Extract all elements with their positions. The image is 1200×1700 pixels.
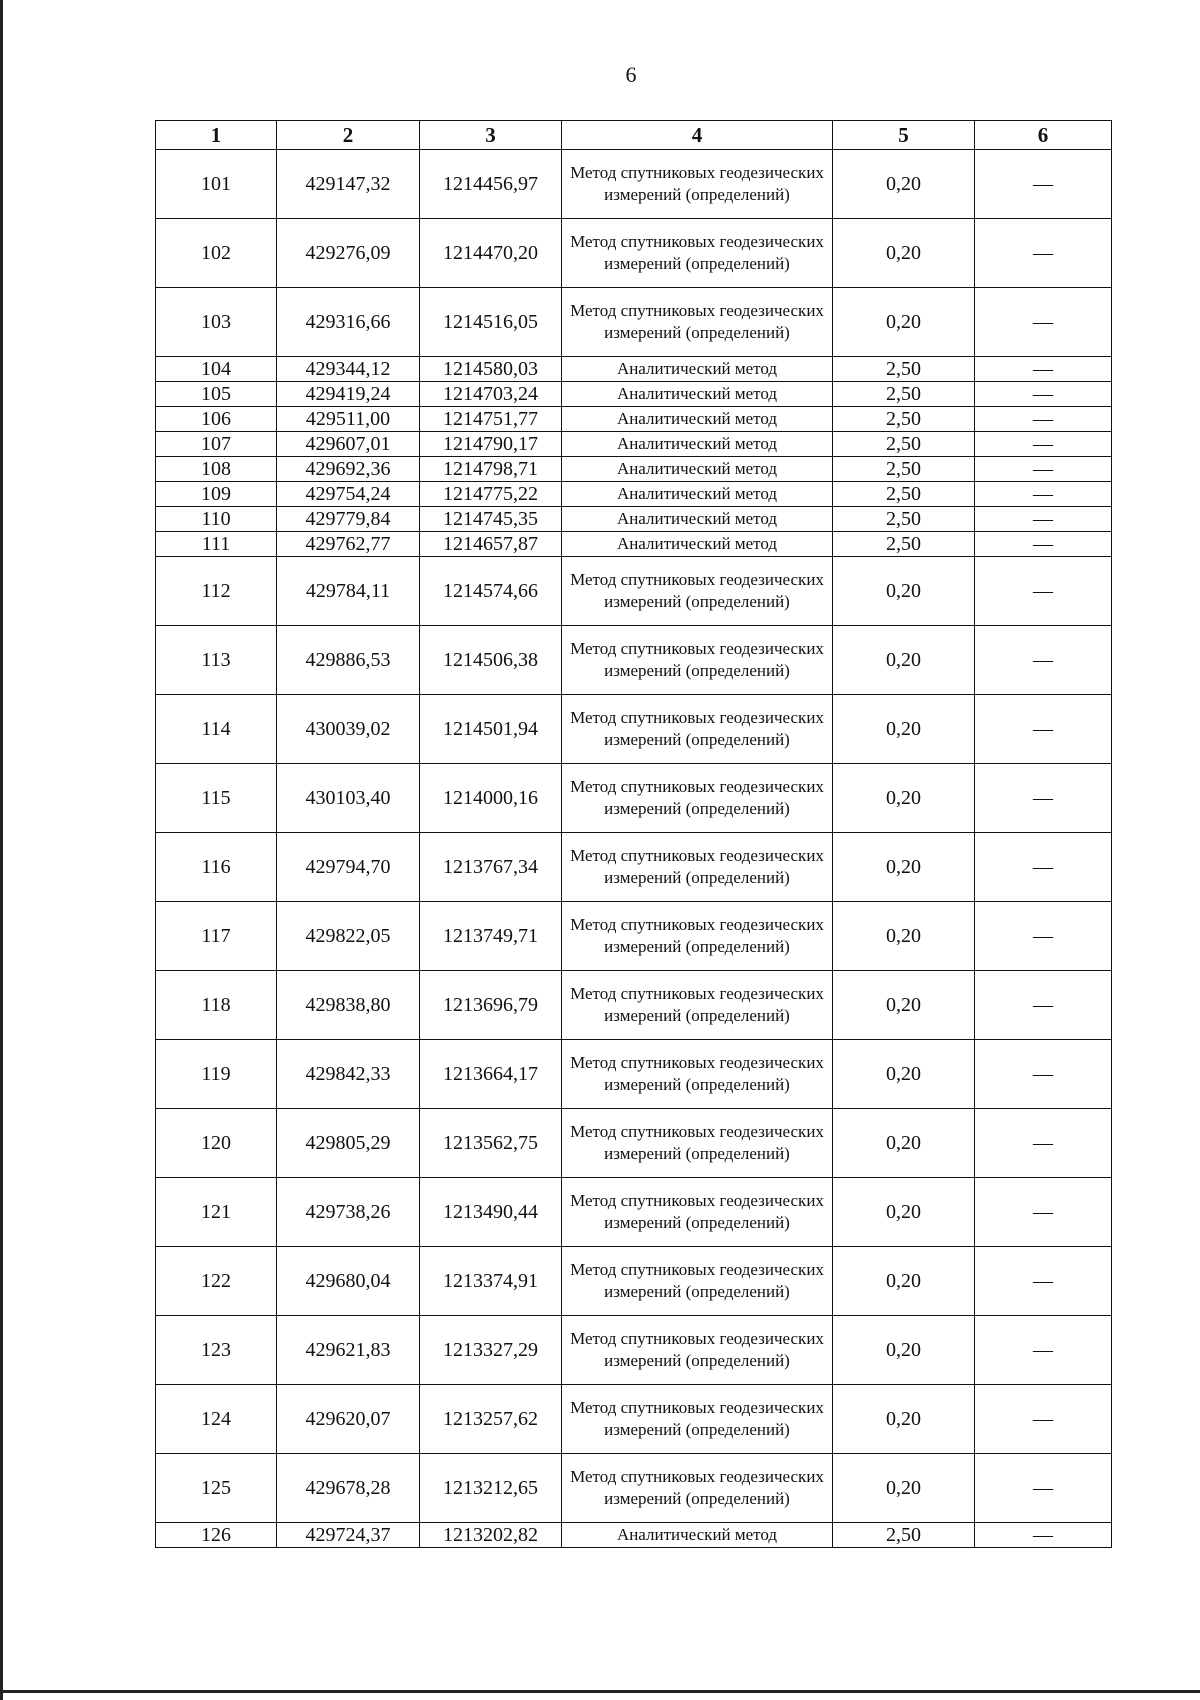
precision-cell: 0,20 (833, 150, 975, 219)
point-number-cell: 125 (156, 1454, 277, 1523)
table-row (156, 219, 1112, 288)
note-cell: — (975, 1109, 1112, 1178)
table-row (156, 557, 1112, 626)
precision-cell: 2,50 (833, 532, 975, 557)
table-row (156, 1385, 1112, 1454)
y-coordinate-cell: 1214000,16 (420, 764, 562, 833)
note-cell: — (975, 219, 1112, 288)
table-row (156, 407, 1112, 432)
scan-left-edge (0, 0, 3, 1700)
note-cell: — (975, 971, 1112, 1040)
header-cell: 6 (975, 121, 1112, 150)
x-coordinate-cell: 429805,29 (277, 1109, 420, 1178)
precision-cell: 0,20 (833, 288, 975, 357)
method-cell: Аналитический метод (562, 482, 833, 507)
x-coordinate-cell: 429419,24 (277, 382, 420, 407)
note-cell: — (975, 1454, 1112, 1523)
precision-cell: 2,50 (833, 482, 975, 507)
y-coordinate-cell: 1214751,77 (420, 407, 562, 432)
method-cell: Аналитический метод (562, 457, 833, 482)
header-cell: 4 (562, 121, 833, 150)
precision-cell: 0,20 (833, 833, 975, 902)
precision-cell: 0,20 (833, 626, 975, 695)
point-number-cell: 119 (156, 1040, 277, 1109)
y-coordinate-cell: 1214516,05 (420, 288, 562, 357)
point-number-cell: 106 (156, 407, 277, 432)
y-coordinate-cell: 1214798,71 (420, 457, 562, 482)
point-number-cell: 124 (156, 1385, 277, 1454)
precision-cell: 0,20 (833, 902, 975, 971)
method-cell: Метод спутниковых геодезических измерений (определений) (562, 1454, 833, 1523)
point-number-cell: 112 (156, 557, 277, 626)
table-row (156, 626, 1112, 695)
table-row (156, 1247, 1112, 1316)
precision-cell: 2,50 (833, 432, 975, 457)
table-row (156, 1040, 1112, 1109)
precision-cell: 0,20 (833, 971, 975, 1040)
method-cell: Метод спутниковых геодезических измерений (определений) (562, 764, 833, 833)
note-cell: — (975, 1523, 1112, 1548)
x-coordinate-cell: 429147,32 (277, 150, 420, 219)
method-cell: Метод спутниковых геодезических измерений (определений) (562, 695, 833, 764)
method-cell: Метод спутниковых геодезических измерений (определений) (562, 1316, 833, 1385)
table-row (156, 507, 1112, 532)
method-cell: Метод спутниковых геодезических измерений (определений) (562, 1247, 833, 1316)
y-coordinate-cell: 1214470,20 (420, 219, 562, 288)
method-cell: Аналитический метод (562, 507, 833, 532)
y-coordinate-cell: 1214574,66 (420, 557, 562, 626)
table-row (156, 532, 1112, 557)
note-cell: — (975, 1178, 1112, 1247)
table-row (156, 1316, 1112, 1385)
header-cell: 5 (833, 121, 975, 150)
point-number-cell: 103 (156, 288, 277, 357)
precision-cell: 0,20 (833, 1454, 975, 1523)
point-number-cell: 104 (156, 357, 277, 382)
table-row (156, 764, 1112, 833)
x-coordinate-cell: 429344,12 (277, 357, 420, 382)
x-coordinate-cell: 429621,83 (277, 1316, 420, 1385)
precision-cell: 0,20 (833, 557, 975, 626)
table-body (156, 150, 1112, 1548)
x-coordinate-cell: 429678,28 (277, 1454, 420, 1523)
note-cell: — (975, 382, 1112, 407)
x-coordinate-cell: 429838,80 (277, 971, 420, 1040)
table-row (156, 150, 1112, 219)
point-number-cell: 114 (156, 695, 277, 764)
y-coordinate-cell: 1214506,38 (420, 626, 562, 695)
table-row (156, 1109, 1112, 1178)
y-coordinate-cell: 1213490,44 (420, 1178, 562, 1247)
table-row (156, 1178, 1112, 1247)
y-coordinate-cell: 1213749,71 (420, 902, 562, 971)
method-cell: Метод спутниковых геодезических измерений (определений) (562, 833, 833, 902)
point-number-cell: 102 (156, 219, 277, 288)
x-coordinate-cell: 429794,70 (277, 833, 420, 902)
x-coordinate-cell: 429511,00 (277, 407, 420, 432)
note-cell: — (975, 432, 1112, 457)
precision-cell: 2,50 (833, 407, 975, 432)
precision-cell: 0,20 (833, 695, 975, 764)
note-cell: — (975, 902, 1112, 971)
point-number-cell: 116 (156, 833, 277, 902)
header-row (156, 121, 1112, 150)
y-coordinate-cell: 1213257,62 (420, 1385, 562, 1454)
x-coordinate-cell: 430103,40 (277, 764, 420, 833)
x-coordinate-cell: 429842,33 (277, 1040, 420, 1109)
precision-cell: 0,20 (833, 1247, 975, 1316)
method-cell: Аналитический метод (562, 407, 833, 432)
method-cell: Метод спутниковых геодезических измерений (определений) (562, 1385, 833, 1454)
x-coordinate-cell: 429754,24 (277, 482, 420, 507)
x-coordinate-cell: 429692,36 (277, 457, 420, 482)
table-row (156, 971, 1112, 1040)
precision-cell: 0,20 (833, 1109, 975, 1178)
note-cell: — (975, 1385, 1112, 1454)
point-number-cell: 126 (156, 1523, 277, 1548)
note-cell: — (975, 507, 1112, 532)
method-cell: Метод спутниковых геодезических измерений (определений) (562, 150, 833, 219)
precision-cell: 2,50 (833, 1523, 975, 1548)
precision-cell: 0,20 (833, 1040, 975, 1109)
x-coordinate-cell: 429822,05 (277, 902, 420, 971)
y-coordinate-cell: 1213202,82 (420, 1523, 562, 1548)
y-coordinate-cell: 1213374,91 (420, 1247, 562, 1316)
note-cell: — (975, 1316, 1112, 1385)
point-number-cell: 122 (156, 1247, 277, 1316)
method-cell: Аналитический метод (562, 382, 833, 407)
table-row (156, 382, 1112, 407)
x-coordinate-cell: 429620,07 (277, 1385, 420, 1454)
table-row (156, 902, 1112, 971)
x-coordinate-cell: 429724,37 (277, 1523, 420, 1548)
table-row (156, 1454, 1112, 1523)
y-coordinate-cell: 1214790,17 (420, 432, 562, 457)
point-number-cell: 117 (156, 902, 277, 971)
note-cell: — (975, 764, 1112, 833)
point-number-cell: 107 (156, 432, 277, 457)
method-cell: Метод спутниковых геодезических измерений (определений) (562, 1040, 833, 1109)
header-cell: 2 (277, 121, 420, 150)
x-coordinate-cell: 429276,09 (277, 219, 420, 288)
y-coordinate-cell: 1213696,79 (420, 971, 562, 1040)
header-cell: 1 (156, 121, 277, 150)
x-coordinate-cell: 429784,11 (277, 557, 420, 626)
table-row (156, 432, 1112, 457)
method-cell: Аналитический метод (562, 1523, 833, 1548)
note-cell: — (975, 695, 1112, 764)
method-cell: Метод спутниковых геодезических измерений (определений) (562, 1109, 833, 1178)
precision-cell: 2,50 (833, 357, 975, 382)
precision-cell: 0,20 (833, 219, 975, 288)
y-coordinate-cell: 1213767,34 (420, 833, 562, 902)
y-coordinate-cell: 1214501,94 (420, 695, 562, 764)
point-number-cell: 113 (156, 626, 277, 695)
note-cell: — (975, 407, 1112, 432)
y-coordinate-cell: 1213664,17 (420, 1040, 562, 1109)
precision-cell: 2,50 (833, 457, 975, 482)
method-cell: Аналитический метод (562, 532, 833, 557)
y-coordinate-cell: 1214456,97 (420, 150, 562, 219)
point-number-cell: 123 (156, 1316, 277, 1385)
note-cell: — (975, 1040, 1112, 1109)
point-number-cell: 111 (156, 532, 277, 557)
point-number-cell: 109 (156, 482, 277, 507)
table-row (156, 288, 1112, 357)
precision-cell: 0,20 (833, 1316, 975, 1385)
point-number-cell: 101 (156, 150, 277, 219)
precision-cell: 0,20 (833, 1385, 975, 1454)
x-coordinate-cell: 429886,53 (277, 626, 420, 695)
note-cell: — (975, 357, 1112, 382)
x-coordinate-cell: 429762,77 (277, 532, 420, 557)
precision-cell: 0,20 (833, 1178, 975, 1247)
y-coordinate-cell: 1213327,29 (420, 1316, 562, 1385)
page-number: 6 (625, 62, 637, 87)
y-coordinate-cell: 1213212,65 (420, 1454, 562, 1523)
header-cell: 3 (420, 121, 562, 150)
point-number-cell: 105 (156, 382, 277, 407)
note-cell: — (975, 1247, 1112, 1316)
note-cell: — (975, 532, 1112, 557)
point-number-cell: 108 (156, 457, 277, 482)
x-coordinate-cell: 429779,84 (277, 507, 420, 532)
precision-cell: 2,50 (833, 382, 975, 407)
x-coordinate-cell: 429607,01 (277, 432, 420, 457)
method-cell: Аналитический метод (562, 432, 833, 457)
scan-bottom-edge (0, 1690, 1200, 1693)
method-cell: Аналитический метод (562, 357, 833, 382)
table-row (156, 695, 1112, 764)
table-row (156, 482, 1112, 507)
method-cell: Метод спутниковых геодезических измерений (определений) (562, 288, 833, 357)
point-number-cell: 120 (156, 1109, 277, 1178)
y-coordinate-cell: 1214745,35 (420, 507, 562, 532)
x-coordinate-cell: 429680,04 (277, 1247, 420, 1316)
point-number-cell: 115 (156, 764, 277, 833)
note-cell: — (975, 557, 1112, 626)
precision-cell: 2,50 (833, 507, 975, 532)
note-cell: — (975, 482, 1112, 507)
method-cell: Метод спутниковых геодезических измерений (определений) (562, 902, 833, 971)
method-cell: Метод спутниковых геодезических измерений (определений) (562, 626, 833, 695)
coordinates-table (155, 120, 1112, 1548)
table-row (156, 357, 1112, 382)
table-row (156, 833, 1112, 902)
point-number-cell: 118 (156, 971, 277, 1040)
method-cell: Метод спутниковых геодезических измерений (определений) (562, 971, 833, 1040)
y-coordinate-cell: 1214775,22 (420, 482, 562, 507)
point-number-cell: 121 (156, 1178, 277, 1247)
note-cell: — (975, 833, 1112, 902)
note-cell: — (975, 288, 1112, 357)
y-coordinate-cell: 1213562,75 (420, 1109, 562, 1178)
note-cell: — (975, 457, 1112, 482)
method-cell: Метод спутниковых геодезических измерений (определений) (562, 1178, 833, 1247)
x-coordinate-cell: 429316,66 (277, 288, 420, 357)
method-cell: Метод спутниковых геодезических измерений (определений) (562, 219, 833, 288)
table-row (156, 457, 1112, 482)
y-coordinate-cell: 1214657,87 (420, 532, 562, 557)
x-coordinate-cell: 429738,26 (277, 1178, 420, 1247)
method-cell: Метод спутниковых геодезических измерений (определений) (562, 557, 833, 626)
x-coordinate-cell: 430039,02 (277, 695, 420, 764)
note-cell: — (975, 150, 1112, 219)
note-cell: — (975, 626, 1112, 695)
y-coordinate-cell: 1214580,03 (420, 357, 562, 382)
point-number-cell: 110 (156, 507, 277, 532)
precision-cell: 0,20 (833, 764, 975, 833)
table-row (156, 1523, 1112, 1548)
y-coordinate-cell: 1214703,24 (420, 382, 562, 407)
